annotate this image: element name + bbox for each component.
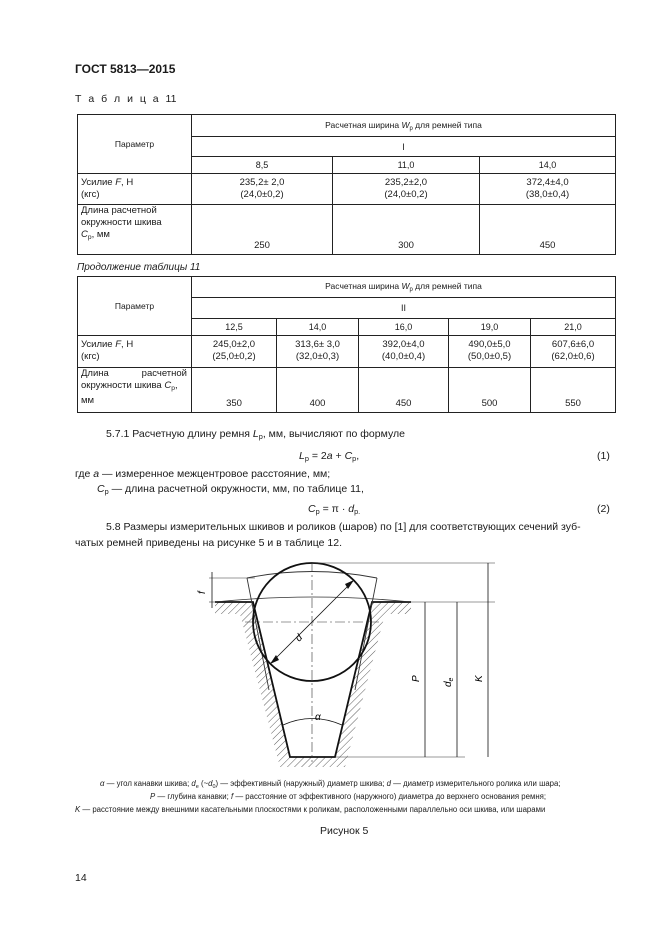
where-c: $C_p$ — длина расчетной окружности, мм, по таблице 11, bbox=[97, 483, 364, 496]
column-header: 8,5 bbox=[192, 157, 333, 174]
force-value: 607,6±6,0 (62,0±0,6) bbox=[531, 336, 616, 368]
belt-type: I bbox=[192, 137, 616, 157]
length-label: Длина расчетной окружности шкива $C_p$, мм bbox=[78, 205, 192, 255]
width-header: Расчетная ширина $W_p$ для ремней типа bbox=[192, 277, 616, 298]
formula-1-number: (1) bbox=[597, 450, 610, 462]
where-a: где a — измеренное межцентровое расстояние, мм; bbox=[75, 468, 331, 480]
column-header: 16,0 bbox=[359, 319, 449, 336]
column-header: 19,0 bbox=[449, 319, 531, 336]
table-11 bbox=[77, 114, 616, 255]
label-f: f bbox=[197, 591, 208, 594]
belt-type: II bbox=[192, 298, 616, 319]
belt-top-arc bbox=[247, 572, 377, 579]
length-value: 500 bbox=[449, 368, 531, 413]
formula-2-number: (2) bbox=[597, 503, 610, 515]
label-de: $d_e$ bbox=[443, 677, 455, 687]
table-continuation-caption: Продолжение таблицы 11 bbox=[77, 262, 201, 273]
force-label: Усилие F, Н (кгс) bbox=[78, 336, 192, 368]
page-number: 14 bbox=[75, 872, 87, 884]
label-P: P bbox=[411, 675, 422, 682]
force-value: 313,6± 3,0 (32,0±0,3) bbox=[277, 336, 359, 368]
label-d: d bbox=[293, 632, 306, 645]
table-caption-number: 11 bbox=[165, 93, 177, 105]
force-value: 235,2±2,0 (24,0±0,2) bbox=[333, 174, 480, 205]
figure-legend-line1: α — угол канавки шкива; $d_e$ $(\sim d_0)$ — эффективный (наружный) диаметр шкива; d — диаметр измерительного ролика или шара; bbox=[100, 779, 561, 790]
figure-caption: Рисунок 5 bbox=[320, 825, 369, 837]
width-header: Расчетная ширина $W_p$ для ремней типа bbox=[192, 115, 616, 137]
length-label: Длина расчетной окружности шкива $C_p$, мм bbox=[78, 368, 192, 413]
force-value: 372,4±4,0 (38,0±0,4) bbox=[480, 174, 616, 205]
column-header: 14,0 bbox=[277, 319, 359, 336]
param-header: Параметр bbox=[78, 277, 192, 336]
force-value: 235,2± 2,0 (24,0±0,2) bbox=[192, 174, 333, 205]
column-header: 14,0 bbox=[480, 157, 616, 174]
length-value: 400 bbox=[277, 368, 359, 413]
length-value: 550 bbox=[531, 368, 616, 413]
length-value: 350 bbox=[192, 368, 277, 413]
paragraph-5-8-line2: чатых ремней приведены на рисунке 5 и в таблице 12. bbox=[75, 537, 342, 549]
pulley-hatching bbox=[215, 602, 411, 767]
paragraph-5-7-1: 5.7.1 Расчетную длину ремня $L_p$, мм, вычисляют по формуле bbox=[106, 428, 405, 441]
formula-1: $L_p = 2a + C_p$, bbox=[299, 450, 360, 463]
length-value: 450 bbox=[480, 205, 616, 255]
table-caption-word: Т а б л и ц а bbox=[75, 93, 161, 105]
figure-legend-line3: K — расстояние между внешними касательными плоскостями к роликам, расположенными параллельно оси шкива, или шарами bbox=[75, 805, 546, 814]
length-value: 300 bbox=[333, 205, 480, 255]
label-K: K bbox=[474, 675, 485, 682]
force-value: 490,0±5,0 (50,0±0,5) bbox=[449, 336, 531, 368]
column-header: 12,5 bbox=[192, 319, 277, 336]
length-value: 250 bbox=[192, 205, 333, 255]
figure-legend-line2: P — глубина канавки; f — расстояние от эффективного (наружного) диаметра до верхнего основания ремня; bbox=[150, 792, 547, 801]
force-label: Усилие F, Н (кгс) bbox=[78, 174, 192, 205]
paragraph-5-8-line1: 5.8 Размеры измерительных шкивов и роликов (шаров) по [1] для соответствующих сечений зуб- bbox=[106, 521, 581, 533]
length-value: 450 bbox=[359, 368, 449, 413]
table-11-continued bbox=[77, 276, 616, 413]
column-header: 11,0 bbox=[333, 157, 480, 174]
standard-header: ГОСТ 5813—2015 bbox=[75, 62, 176, 76]
force-value: 392,0±4,0 (40,0±0,4) bbox=[359, 336, 449, 368]
param-header: Параметр bbox=[78, 115, 192, 174]
column-header: 21,0 bbox=[531, 319, 616, 336]
figure-5-drawing bbox=[195, 562, 505, 772]
table-caption bbox=[75, 93, 176, 105]
label-alpha: α bbox=[315, 712, 321, 723]
alpha-arc bbox=[283, 719, 342, 726]
formula-2: $C_p = \pi \cdot d_{p.}$ bbox=[308, 503, 361, 516]
force-value: 245,0±2,0 (25,0±0,2) bbox=[192, 336, 277, 368]
